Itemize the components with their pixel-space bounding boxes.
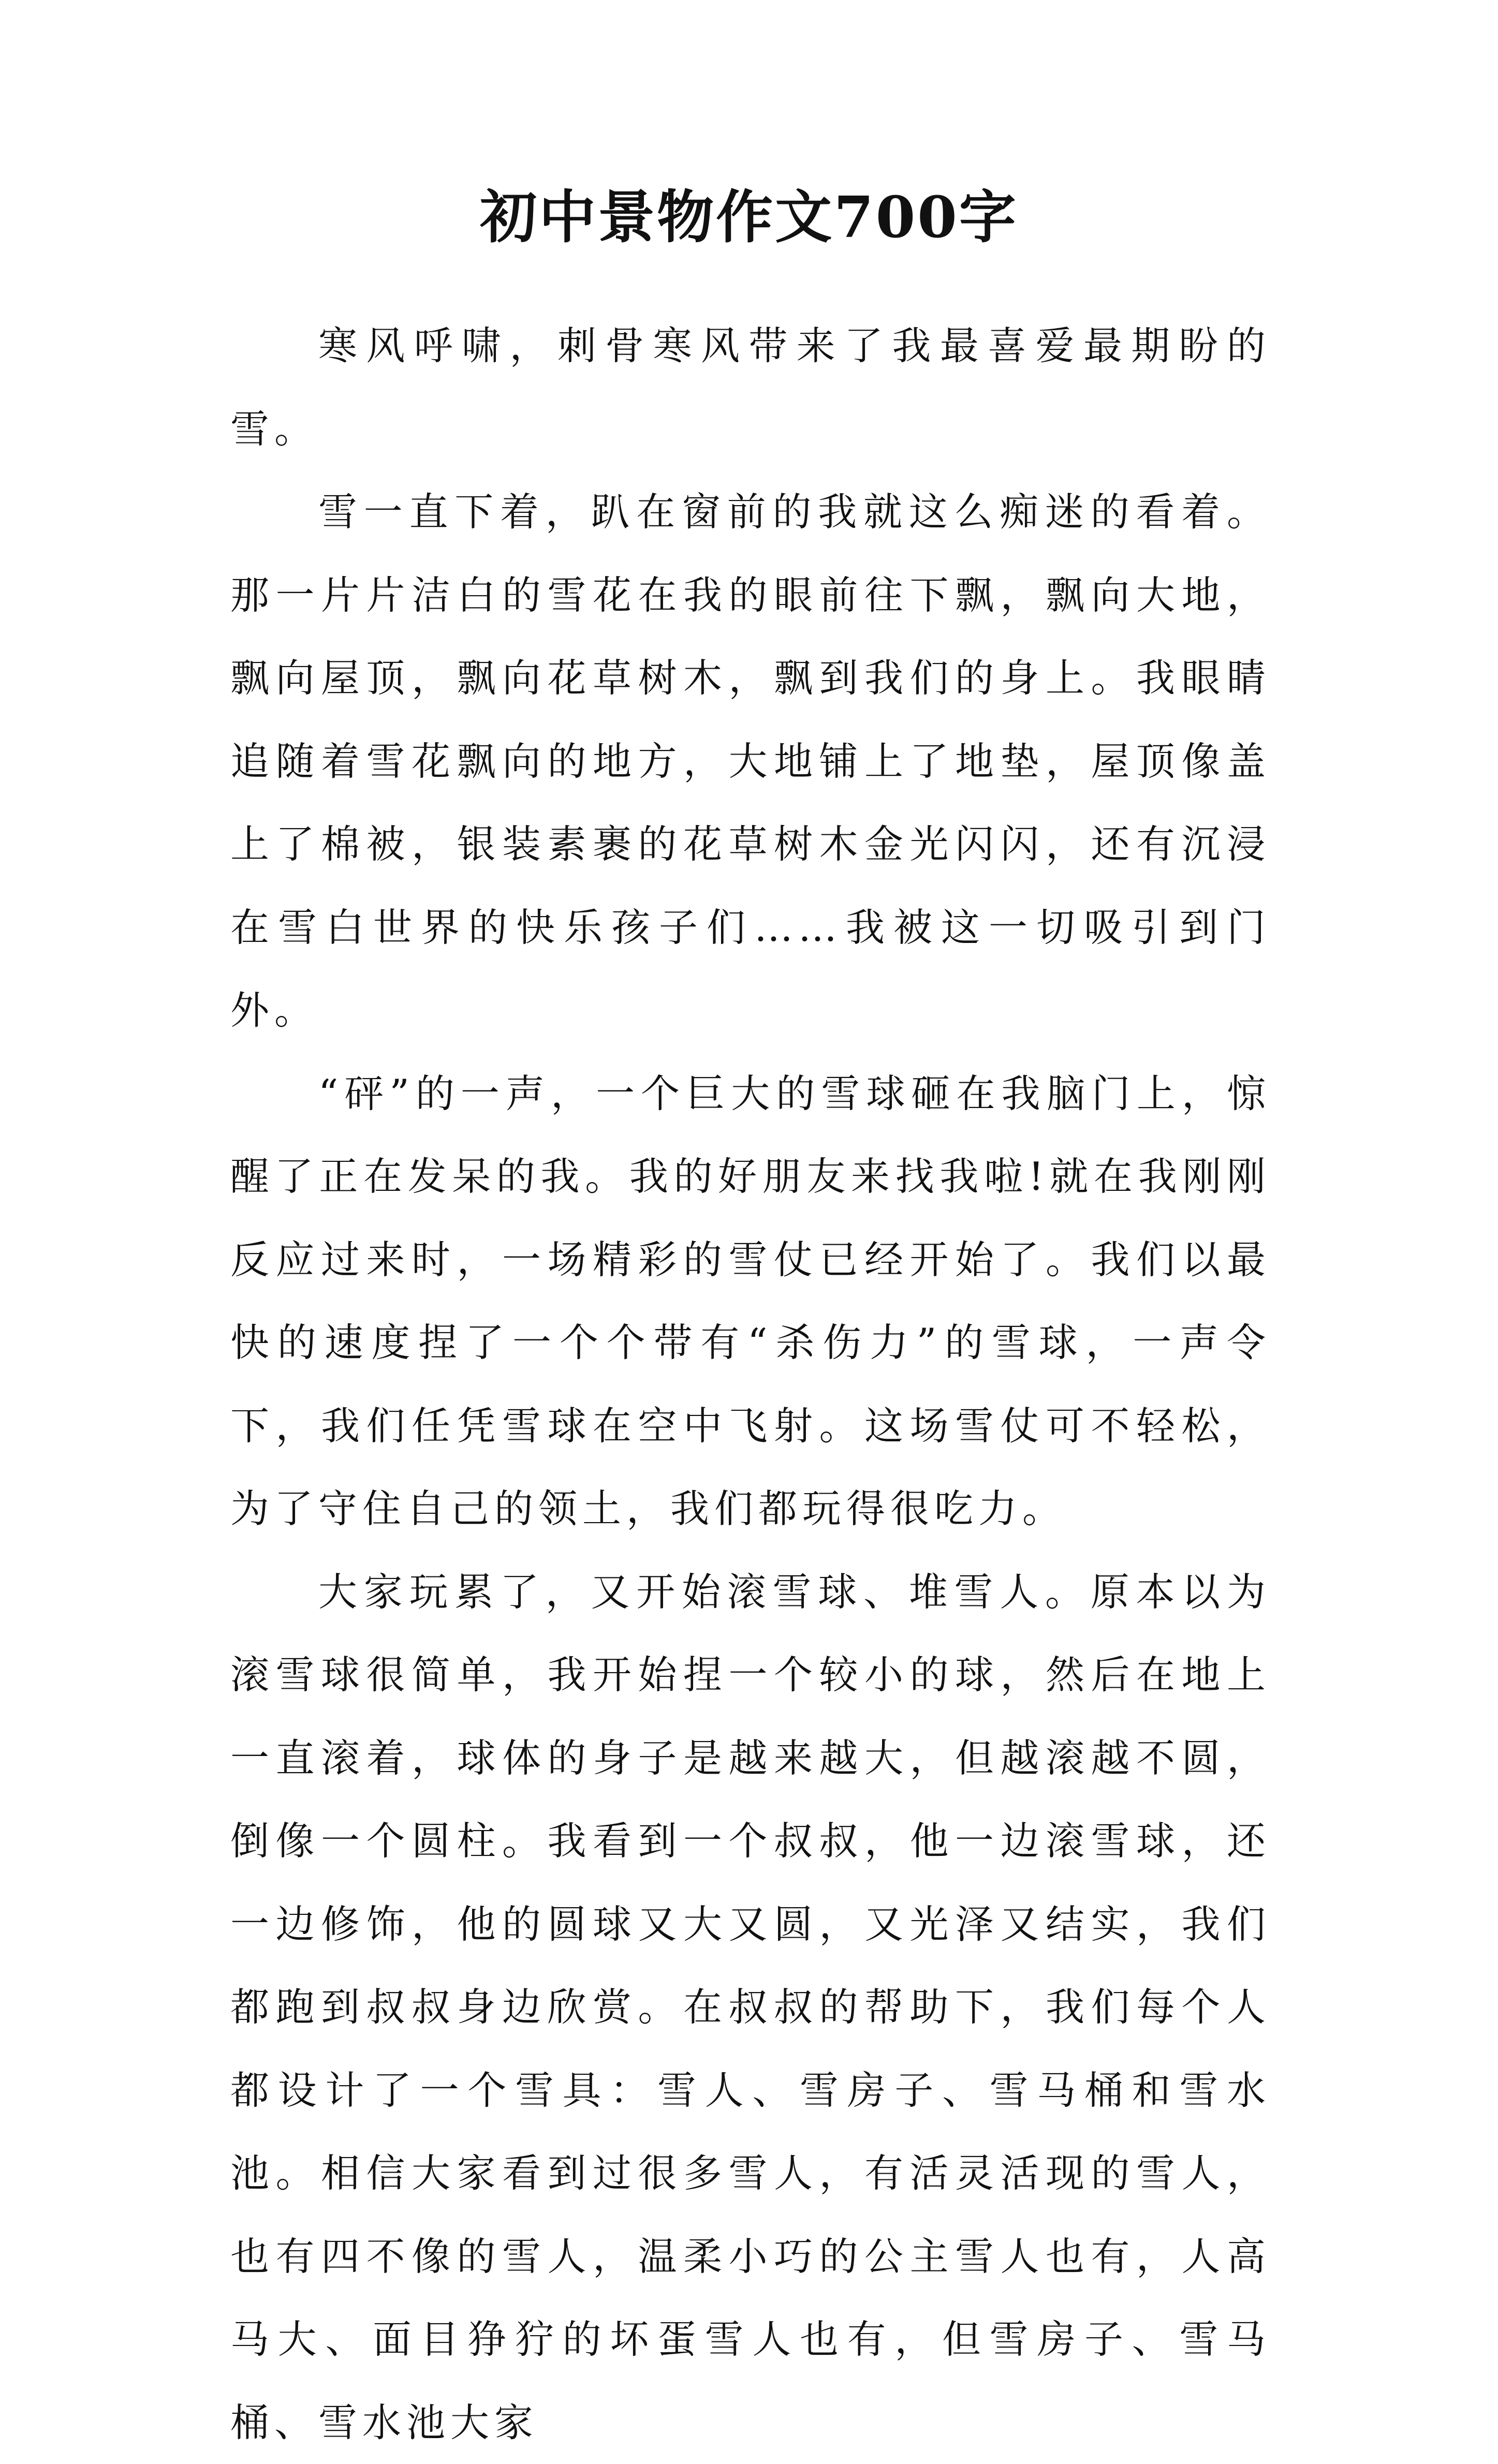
paragraph-4: 大家玩累了，又开始滚雪球、堆雪人。原本以为滚雪球很简单，我开始捏一个较小的球，然后在地上一直滚着，球体的身子是越来越大，但越滚越不圆，倒像一个圆柱。我看到一个叔叔，他一边滚雪球，还一边修饰，他的圆球又大又圆，又光泽又结实，我们都跑到叔叔身边欣赏。在叔叔的帮助下，我们每个人都设计了一个雪具：雪人、雪房子、雪马桶和雪水池。相信大家看到过很多雪人，有活灵活现的雪人，也有四不像的雪人，温柔小巧的公主雪人也有，人高马大、面目狰狞的坏蛋雪人也有，但雪房子、雪马桶、雪水池大家	[230, 1551, 1271, 2464]
paragraph-2: 雪一直下着，趴在窗前的我就这么痴迷的看着。那一片片洁白的雪花在我的眼前往下飘，飘向大地，飘向屋顶，飘向花草树木，飘到我们的身上。我眼睛追随着雪花飘向的地方，大地铺上了地垫，屋顶像盖上了棉被，银装素裹的花草树木金光闪闪，还有沉浸在雪白世界的快乐孩子们……我被这一切吸引到门外。	[230, 470, 1271, 1052]
paragraph-1: 寒风呼啸，刺骨寒风带来了我最喜爱最期盼的雪。	[230, 304, 1271, 470]
document-body	[230, 304, 1271, 2464]
paragraph-3: “砰”的一声，一个巨大的雪球砸在我脑门上，惊醒了正在发呆的我。我的好朋友来找我啦!就在我刚刚反应过来时，一场精彩的雪仗已经开始了。我们以最快的速度捏了一个个带有“杀伤力”的雪球，一声令下，我们任凭雪球在空中飞射。这场雪仗可不轻松，为了守住自己的领土，我们都玩得很吃力。	[230, 1052, 1271, 1551]
document-title: 初中景物作文700字	[0, 181, 1498, 254]
